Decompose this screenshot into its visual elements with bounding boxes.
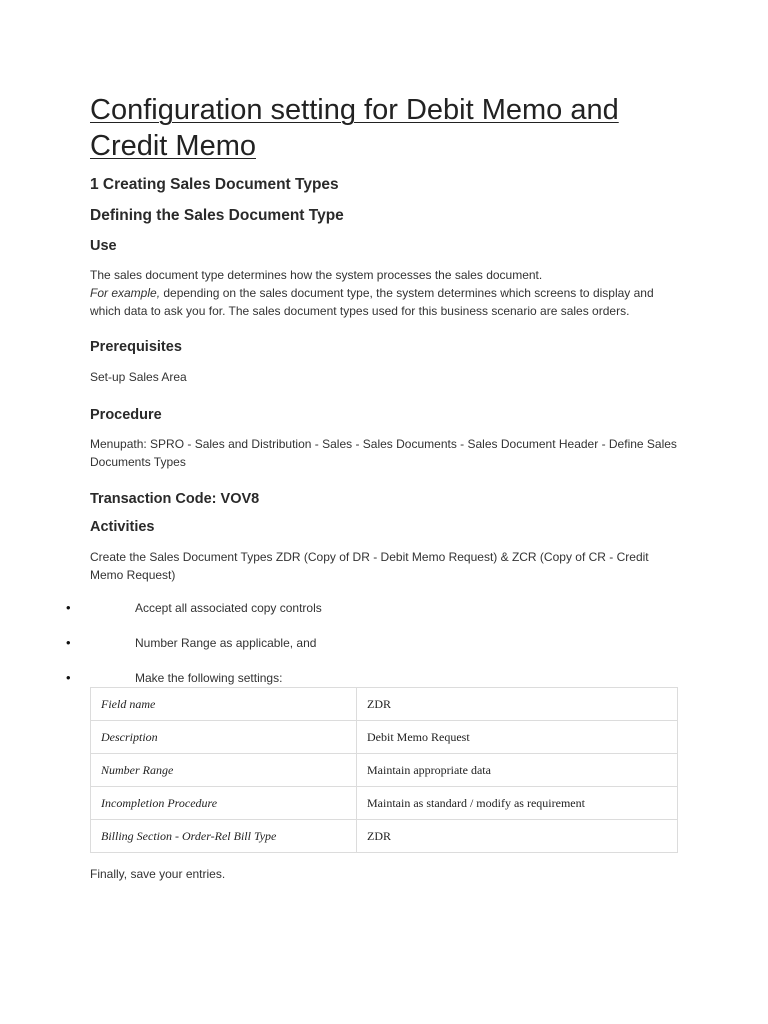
table-cell-field: Billing Section - Order-Rel Bill Type: [91, 820, 357, 853]
table-cell-value: ZDR: [357, 688, 678, 721]
closing-text: Finally, save your entries.: [90, 867, 226, 881]
bullet-text: Make the following settings:: [135, 671, 283, 685]
activities-text: Create the Sales Document Types ZDR (Copy of DR - Debit Memo Request) & ZCR (Copy of CR - Credit Memo Request): [90, 550, 649, 582]
settings-table: [90, 687, 678, 853]
table-cell-field: Number Range: [91, 754, 357, 787]
bullet-dot-icon: •: [66, 600, 71, 615]
use-line-1: The sales document type determines how the system processes the sales document.: [90, 268, 543, 282]
bullet-dot-icon: •: [66, 670, 71, 685]
procedure-heading: Procedure: [90, 407, 162, 423]
bullet-dot-icon: •: [66, 635, 71, 650]
prerequisites-heading: Prerequisites: [90, 339, 182, 355]
use-paragraph: [90, 266, 680, 320]
bullet-text: Number Range as applicable, and: [135, 636, 317, 650]
table-cell-field: Incompletion Procedure: [91, 787, 357, 820]
bullet-text: Accept all associated copy controls: [135, 601, 322, 615]
table-row: [91, 688, 678, 721]
procedure-text: Menupath: SPRO - Sales and Distribution - Sales - Sales Documents - Sales Document Header - Define Sales Documents Types: [90, 437, 677, 469]
table-row: [91, 754, 678, 787]
table-cell-value: Maintain appropriate data: [357, 754, 678, 787]
table-cell-value: Maintain as standard / modify as requirement: [357, 787, 678, 820]
table-row: [91, 820, 678, 853]
prerequisites-text: Set-up Sales Area: [90, 370, 187, 384]
table-cell-value: ZDR: [357, 820, 678, 853]
table-row: [91, 721, 678, 754]
transaction-code-heading: Transaction Code: VOV8: [90, 491, 260, 507]
table-row: [91, 787, 678, 820]
document-title: Configuration setting for Debit Memo and Credit Memo: [90, 94, 619, 162]
table-cell-value: Debit Memo Request: [357, 721, 678, 754]
section-heading: 1 Creating Sales Document Types: [90, 176, 339, 193]
table-cell-field: Description: [91, 721, 357, 754]
table-cell-field: Field name: [91, 688, 357, 721]
subsection-heading: Defining the Sales Document Type: [90, 207, 344, 224]
activities-heading: Activities: [90, 519, 155, 535]
use-heading: Use: [90, 238, 117, 254]
use-example-label: For example,: [90, 286, 161, 300]
use-line-2: depending on the sales document type, the system determines which screens to display and which data to ask you for. The sales document types used for this business scenario are sales orders.: [90, 286, 654, 318]
